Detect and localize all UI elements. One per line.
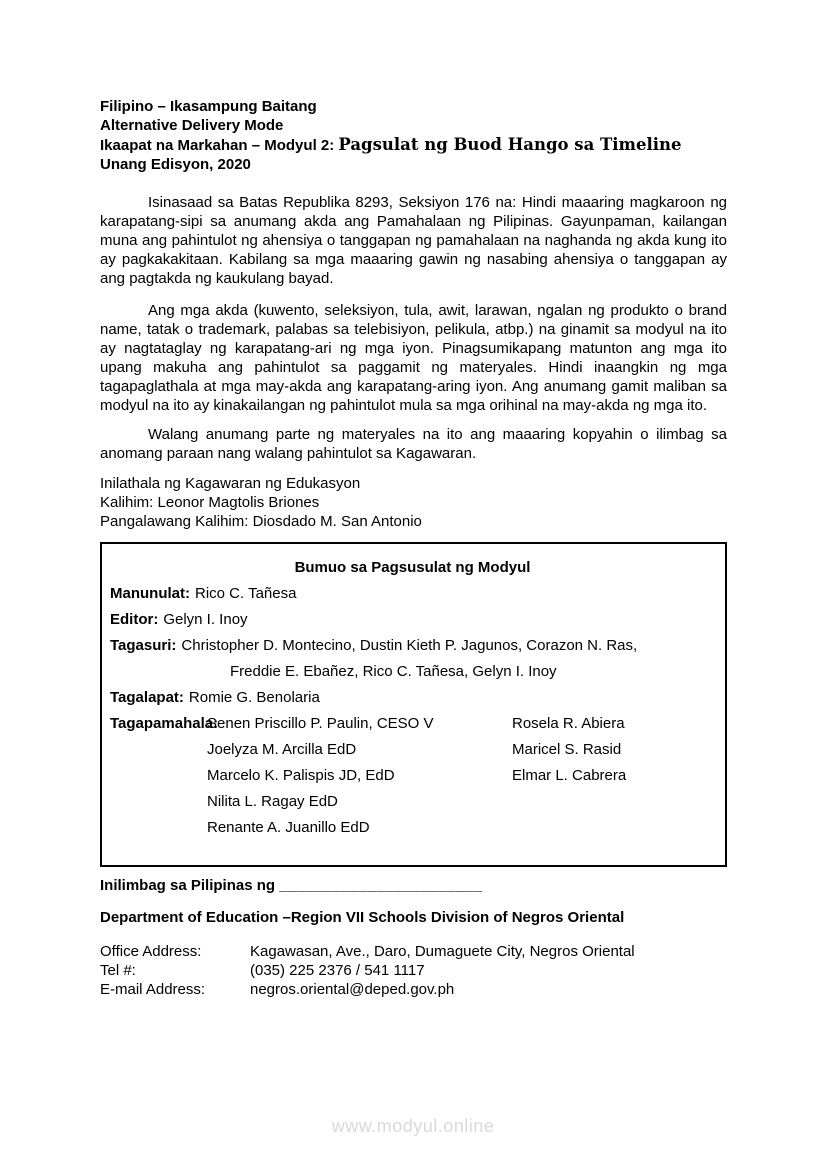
document-page	[100, 97, 727, 999]
office-address-label: Office Address:	[100, 943, 202, 960]
tagalapat-value: Romie G. Benolaria	[188, 689, 320, 706]
telephone-label: Tel #:	[100, 962, 136, 979]
copyright-paragraph-3: Walang anumang parte ng materyales na ito ang maaaring kopyahin o ilimbag sa anomang paraan nang walang pahintulot sa Kagawaran.	[100, 426, 727, 462]
tagapamahala-name: Rosela R. Abiera	[512, 715, 625, 732]
contact-block	[100, 942, 727, 999]
delivery-mode-line: Alternative Delivery Mode	[100, 117, 284, 134]
subject-grade-line: Filipino – Ikasampung Baitang	[100, 98, 317, 115]
quarter-module-prefix: Ikaapat na Markahan – Modyul 2:	[100, 137, 339, 154]
tagapamahala-name: Nilita L. Ragay EdD	[207, 793, 338, 810]
published-by-line: Inilathala ng Kagawaran ng Edukasyon	[100, 475, 361, 492]
tagasuri-line2: Freddie E. Ebañez, Rico C. Tañesa, Gelyn I. Inoy	[230, 663, 557, 680]
tagapamahala-name: Marcelo K. Palispis JD, EdD	[207, 767, 395, 784]
undersecretary-line: Pangalawang Kalihim: Diosdado M. San Antonio	[100, 513, 422, 530]
credit-row-tagasuri	[110, 636, 715, 655]
telephone-value: (035) 225 2376 / 541 1117	[250, 962, 425, 979]
tagapamahala-label: Tagapamahala:	[110, 715, 219, 732]
website-watermark: www.modyul.online	[331, 1116, 495, 1136]
credit-row-tagapamahala	[110, 714, 715, 844]
editor-value: Gelyn I. Inoy	[163, 611, 248, 628]
email-label: E-mail Address:	[100, 981, 206, 998]
manunulat-label: Manunulat:	[110, 585, 190, 602]
edition-line: Unang Edisyon, 2020	[100, 156, 251, 173]
tagapamahala-right-column	[512, 714, 715, 844]
credits-box-title: Bumuo sa Pagsusulat ng Modyul	[294, 559, 531, 576]
publisher-block	[100, 474, 727, 531]
quarter-module-line	[100, 135, 727, 155]
credits-box	[100, 542, 727, 867]
tagapamahala-name: Maricel S. Rasid	[512, 741, 622, 758]
printed-by-blank-line: _______________________	[279, 877, 483, 894]
office-address-value: Kagawasan, Ave., Daro, Dumaguete City, Negros Oriental	[250, 943, 635, 960]
printed-by-label: Inilimbag sa Pilipinas ng	[100, 877, 276, 894]
tagapamahala-name: Senen Priscillo P. Paulin, CESO V	[207, 715, 434, 732]
credit-row-manunulat	[110, 584, 715, 603]
tagasuri-label: Tagasuri:	[110, 637, 177, 654]
manunulat-value: Rico C. Tañesa	[195, 585, 297, 602]
secretary-line: Kalihim: Leonor Magtolis Briones	[100, 494, 320, 511]
copyright-paragraph-2: Ang mga akda (kuwento, seleksiyon, tula, awit, larawan, ngalan ng produkto o brand name, tatak o trademark, palabas sa telebisiyon, pelikula, atbp.) na ginamit sa modyul na ito ay nagtataglay ng karapatang-ari ng mga iyon. Pinagsumikapang matunton ang mga ito upang makuha ang pahintulot sa paggamit ng materyales. Hindi inaangkin ng mga tagapaglathala at mga may-akda ang karapatang-aring iyon. Ang anumang gamit maliban sa modyul na ito ay kinakailangan ng pahintulot mula sa mga orihinal na may-akda ng mga ito.	[100, 302, 727, 414]
contact-row-email	[100, 980, 727, 999]
credit-row-editor	[110, 610, 715, 629]
module-title: Pagsulat ng Buod Hango sa Timeline	[338, 135, 682, 154]
contact-row-telephone	[100, 961, 727, 980]
contact-row-office-address	[100, 942, 727, 961]
printed-in-philippines-line	[100, 876, 727, 895]
tagasuri-line1: Christopher D. Montecino, Dustin Kieth P. Jagunos, Corazon N. Ras,	[181, 637, 638, 654]
tagapamahala-name: Renante A. Juanillo EdD	[207, 819, 370, 836]
division-title: Department of Education –Region VII Schools Division of Negros Oriental	[100, 909, 625, 926]
tagapamahala-name: Joelyza M. Arcilla EdD	[207, 741, 357, 758]
copyright-paragraph-1: Isinasaad sa Batas Republika 8293, Seksiyon 176 na: Hindi maaaring magkaroon ng karapatang-sipi sa anumang akda ang Pamahalaan ng Pilipinas. Gayunpaman, kailangan muna ang pahintulot ng ahensiya o tanggapan ng pamahalaan na naghanda ng akda kung ito ay pagkakakitaan. Kabilang sa mga maaaring gawin ng nasabing ahensiya o tanggapan ay ang pagtakda ng kaukulang bayad.	[100, 194, 727, 287]
module-header	[100, 97, 727, 174]
credit-row-tagalapat	[110, 688, 715, 707]
tagapamahala-left-column	[207, 714, 512, 844]
tagapamahala-name: Elmar L. Cabrera	[512, 767, 627, 784]
email-value: negros.oriental@deped.gov.ph	[250, 981, 455, 998]
editor-label: Editor:	[110, 611, 159, 628]
tagalapat-label: Tagalapat:	[110, 689, 184, 706]
